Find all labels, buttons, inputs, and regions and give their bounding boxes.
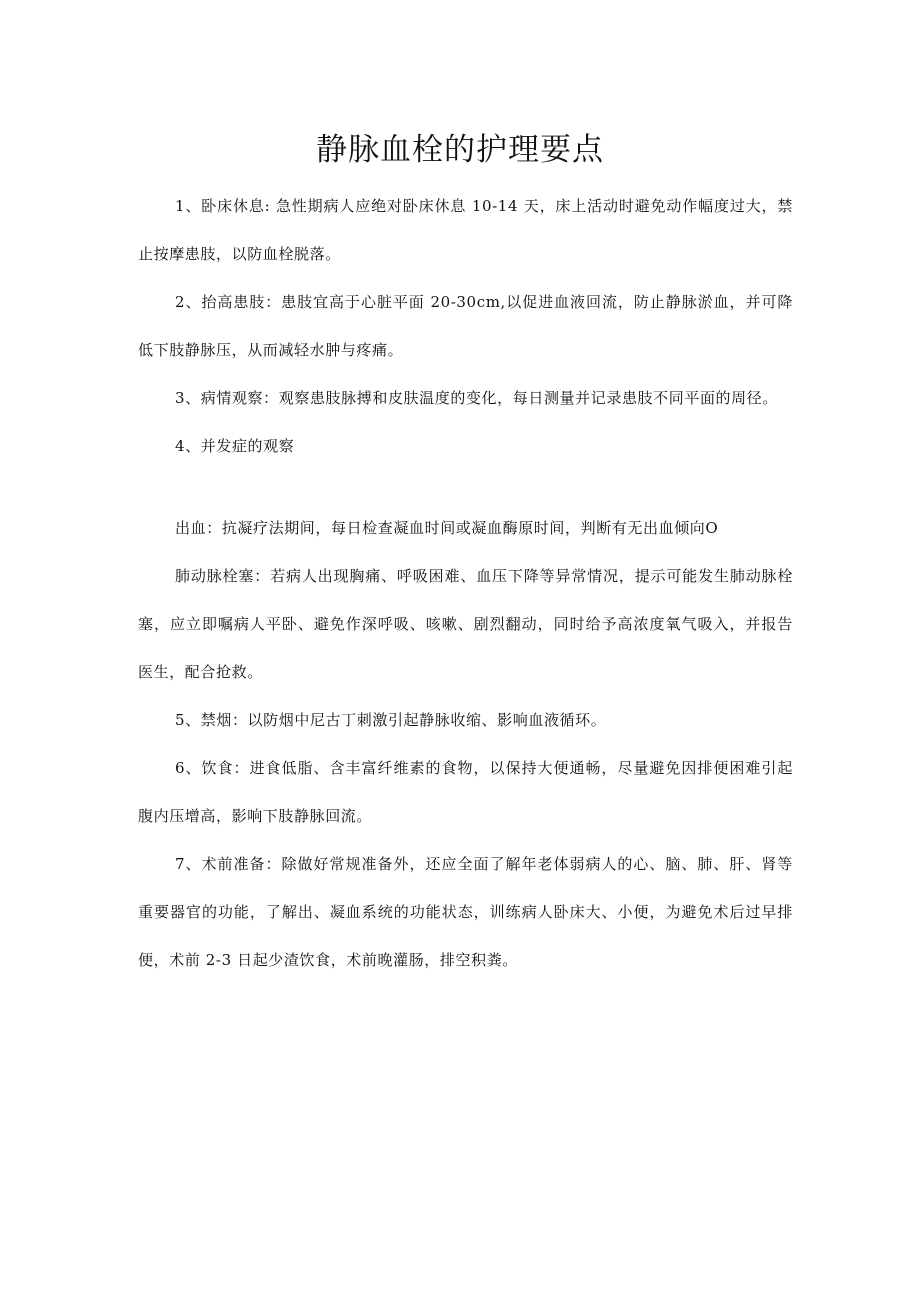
- paragraph-bed-rest: 1、卧床休息: 急性期病人应绝对卧床休息 10-14 天，床上活动时避免动作幅度过大，禁止按摩患肢，以防血栓脱落。: [138, 197, 793, 263]
- paragraph-bleeding: 出血：抗凝疗法期间，每日检查凝血时间或凝血酶原时间，判断有无出血倾向O: [175, 519, 719, 537]
- paragraph-observation: 3、病情观察：观察患肢脉搏和皮肤温度的变化，每日测量并记录患肢不同平面的周径。: [175, 389, 778, 407]
- paragraph-pulmonary-embolism: 肺动脉栓塞：若病人出现胸痛、呼吸困难、血压下降等异常情况，提示可能发生肺动脉栓塞，应立即嘱病人平卧、避免作深呼吸、咳嗽、剧烈翻动，同时给予高浓度氧气吸入，并报告医生，配合抢救。: [138, 567, 793, 681]
- paragraph-diet: 6、饮食：进食低脂、含丰富纤维素的食物，以保持大便通畅，尽量避免因排便困难引起腹内压增高，影响下肢静脉回流。: [138, 759, 793, 825]
- paragraph-complications-heading: 4、并发症的观察: [175, 437, 295, 455]
- paragraph-no-smoking: 5、禁烟：以防烟中尼古丁刺激引起静脉收缩、影响血液循环。: [175, 711, 607, 729]
- paragraph-preoperative-prep: 7、术前准备：除做好常规准备外，还应全面了解年老体弱病人的心、脑、肺、肝、肾等重要器官的功能，了解出、凝血系统的功能状态，训练病人卧床大、小便，为避免术后过早排便，术前 2-3 日起少渣饮食，术前晚灌肠，排空积粪。: [138, 855, 793, 969]
- document-body: [138, 182, 793, 984]
- paragraph-elevate-limb: 2、抬高患肢：患肢宜高于心脏平面 20-30cm,以促进血液回流，防止静脉淤血，并可降低下肢静脉压，从而减轻水肿与疼痛。: [138, 293, 793, 359]
- document-title: 静脉血栓的护理要点: [316, 132, 604, 168]
